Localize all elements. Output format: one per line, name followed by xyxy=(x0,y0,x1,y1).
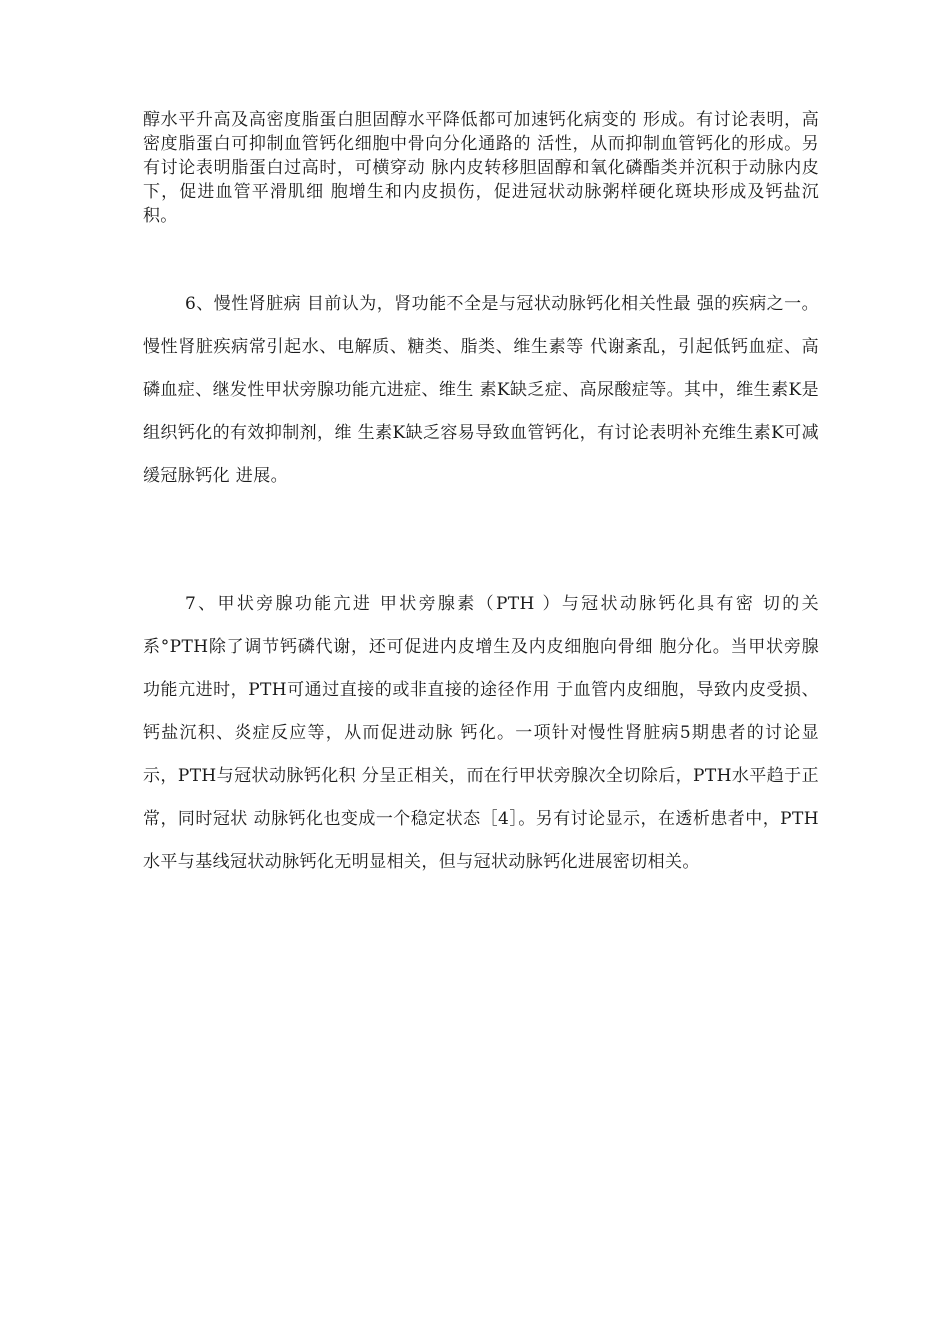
paragraph-chronic-kidney-disease: 6、慢性肾脏病 目前认为，肾功能不全是与冠状动脉钙化相关性最 强的疾病之一。慢性肾脏疾病常引起水、电解质、糖类、脂类、维生素等 代谢紊乱，引起低钙血症、高磷血症、继发性甲状旁腺功能亢进症、维生 素K缺乏症、高尿酸症等。其中，维生素K是组织钙化的有效抑制剂，维 生素K缺乏容易导致血管钙化，有讨论表明补充维生素K可减缓冠脉钙化 进展。 xyxy=(143,294,819,486)
paragraph-lipoprotein: 醇水平升高及高密度脂蛋白胆固醇水平降低都可加速钙化病变的 形成。有讨论表明，高密度脂蛋白可抑制血管钙化细胞中骨向分化通路的 活性，从而抑制血管钙化的形成。另有讨论表明脂蛋白过高时，可横穿动 脉内皮转移胆固醇和氧化磷酯类并沉积于动脉内皮下，促进血管平滑肌细 胞增生和内皮损伤，促进冠状动脉粥样硬化斑块形成及钙盐沉积。 xyxy=(143,110,819,226)
paragraph-hyperparathyroidism: 7、甲状旁腺功能亢进 甲状旁腺素（PTH ）与冠状动脉钙化具有密 切的关系°PTH除了调节钙磷代谢，还可促进内皮增生及内皮细胞向骨细 胞分化。当甲状旁腺功能亢进时，PTH可通过直接的或非直接的途径作用 于血管内皮细胞，导致内皮受损、钙盐沉积、炎症反应等，从而促进动脉 钙化。一项针对慢性肾脏病5期患者的讨论显示，PTH与冠状动脉钙化积 分呈正相关，而在行甲状旁腺次全切除后，PTH水平趋于正常，同时冠状 动脉钙化也变成一个稳定状态［4］。另有讨论显示，在透析患者中，PTH 水平与基线冠状动脉钙化无明显相关，但与冠状动脉钙化进展密切相关。 xyxy=(143,594,819,872)
